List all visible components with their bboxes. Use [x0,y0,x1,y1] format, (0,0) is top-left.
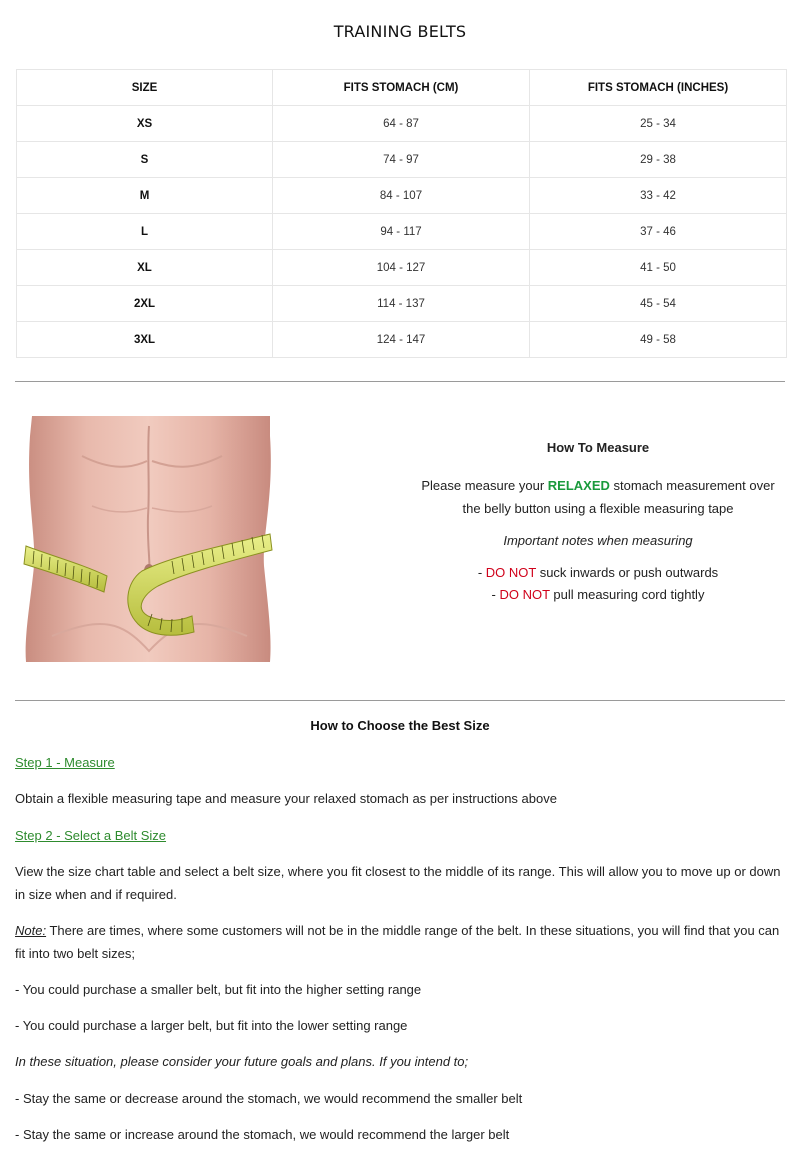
section-divider [15,381,785,382]
size-cell: S [17,142,273,178]
note-paragraph: Note: There are times, where some customers will not be in the middle range of the belt. In these situations, you will find that you can fit into two belt sizes; [15,923,780,961]
section-divider [15,700,785,701]
measure-instructions [398,474,798,520]
inches-cell: 49 - 58 [530,322,787,358]
size-chart-table [16,69,787,358]
table-row [17,214,787,250]
cm-cell: 114 - 137 [273,286,530,322]
size-cell: XS [17,106,273,142]
note-label: Note: [15,923,47,938]
cm-cell: 74 - 97 [273,142,530,178]
cm-cell: 124 - 147 [273,322,530,358]
inches-cell: 45 - 54 [530,286,787,322]
header-fits-inches: FITS STOMACH (INCHES) [530,70,787,106]
table-row [17,250,787,286]
situation-text: In these situation, please consider your future goals and plans. If you intend to; [15,1054,469,1069]
how-to-measure-section [398,440,798,606]
table-row [17,106,787,142]
cm-cell: 84 - 107 [273,178,530,214]
do-not-warning: DO NOT [485,565,537,580]
choose-size-title: How to Choose the Best Size [310,718,490,733]
table-row [17,322,787,358]
size-cell: 2XL [17,286,273,322]
step2-text: View the size chart table and select a belt size, where you fit closest to the middle of its range. This will allow you to move up or down in size when and if required. [15,864,781,902]
step2-link[interactable]: Step 2 - Select a Belt Size [15,828,167,843]
page-title: TRAINING BELTS [333,22,467,41]
table-row [17,286,787,322]
measure-text-part: stomach measurement over [609,478,775,493]
header-size: SIZE [17,70,273,106]
measure-text-part: the belly button using a flexible measuring tape [462,501,734,516]
size-cell: XL [17,250,273,286]
note-item: - DO NOT pull measuring cord tightly [491,587,705,602]
table-header-row [17,70,787,106]
size-cell: M [17,178,273,214]
measuring-notes [398,562,798,606]
inches-cell: 41 - 50 [530,250,787,286]
inches-cell: 37 - 46 [530,214,787,250]
important-notes-heading: Important notes when measuring [503,533,693,548]
option-smaller: - You could purchase a smaller belt, but fit into the higher setting range [15,982,422,997]
cm-cell: 104 - 127 [273,250,530,286]
option-larger: - You could purchase a larger belt, but fit into the lower setting range [15,1018,408,1033]
step1-text: Obtain a flexible measuring tape and measure your relaxed stomach as per instructions above [15,791,557,806]
table-row [17,178,787,214]
header-fits-cm: FITS STOMACH (CM) [273,70,530,106]
recommend-smaller: - Stay the same or decrease around the stomach, we would recommend the smaller belt [15,1091,523,1106]
size-cell: 3XL [17,322,273,358]
inches-cell: 25 - 34 [530,106,787,142]
cm-cell: 64 - 87 [273,106,530,142]
torso-measuring-illustration [22,416,276,662]
inches-cell: 33 - 42 [530,178,787,214]
step1-link[interactable]: Step 1 - Measure [15,755,115,770]
note-item: - DO NOT suck inwards or push outwards [477,565,719,580]
size-cell: L [17,214,273,250]
relaxed-highlight: RELAXED [547,478,610,493]
table-row [17,142,787,178]
how-to-measure-title: How To Measure [546,440,650,455]
inches-cell: 29 - 38 [530,142,787,178]
cm-cell: 94 - 117 [273,214,530,250]
measure-text-part: Please measure your [421,478,548,493]
recommend-larger: - Stay the same or increase around the stomach, we would recommend the larger belt [15,1127,510,1142]
do-not-warning: DO NOT [499,587,550,602]
